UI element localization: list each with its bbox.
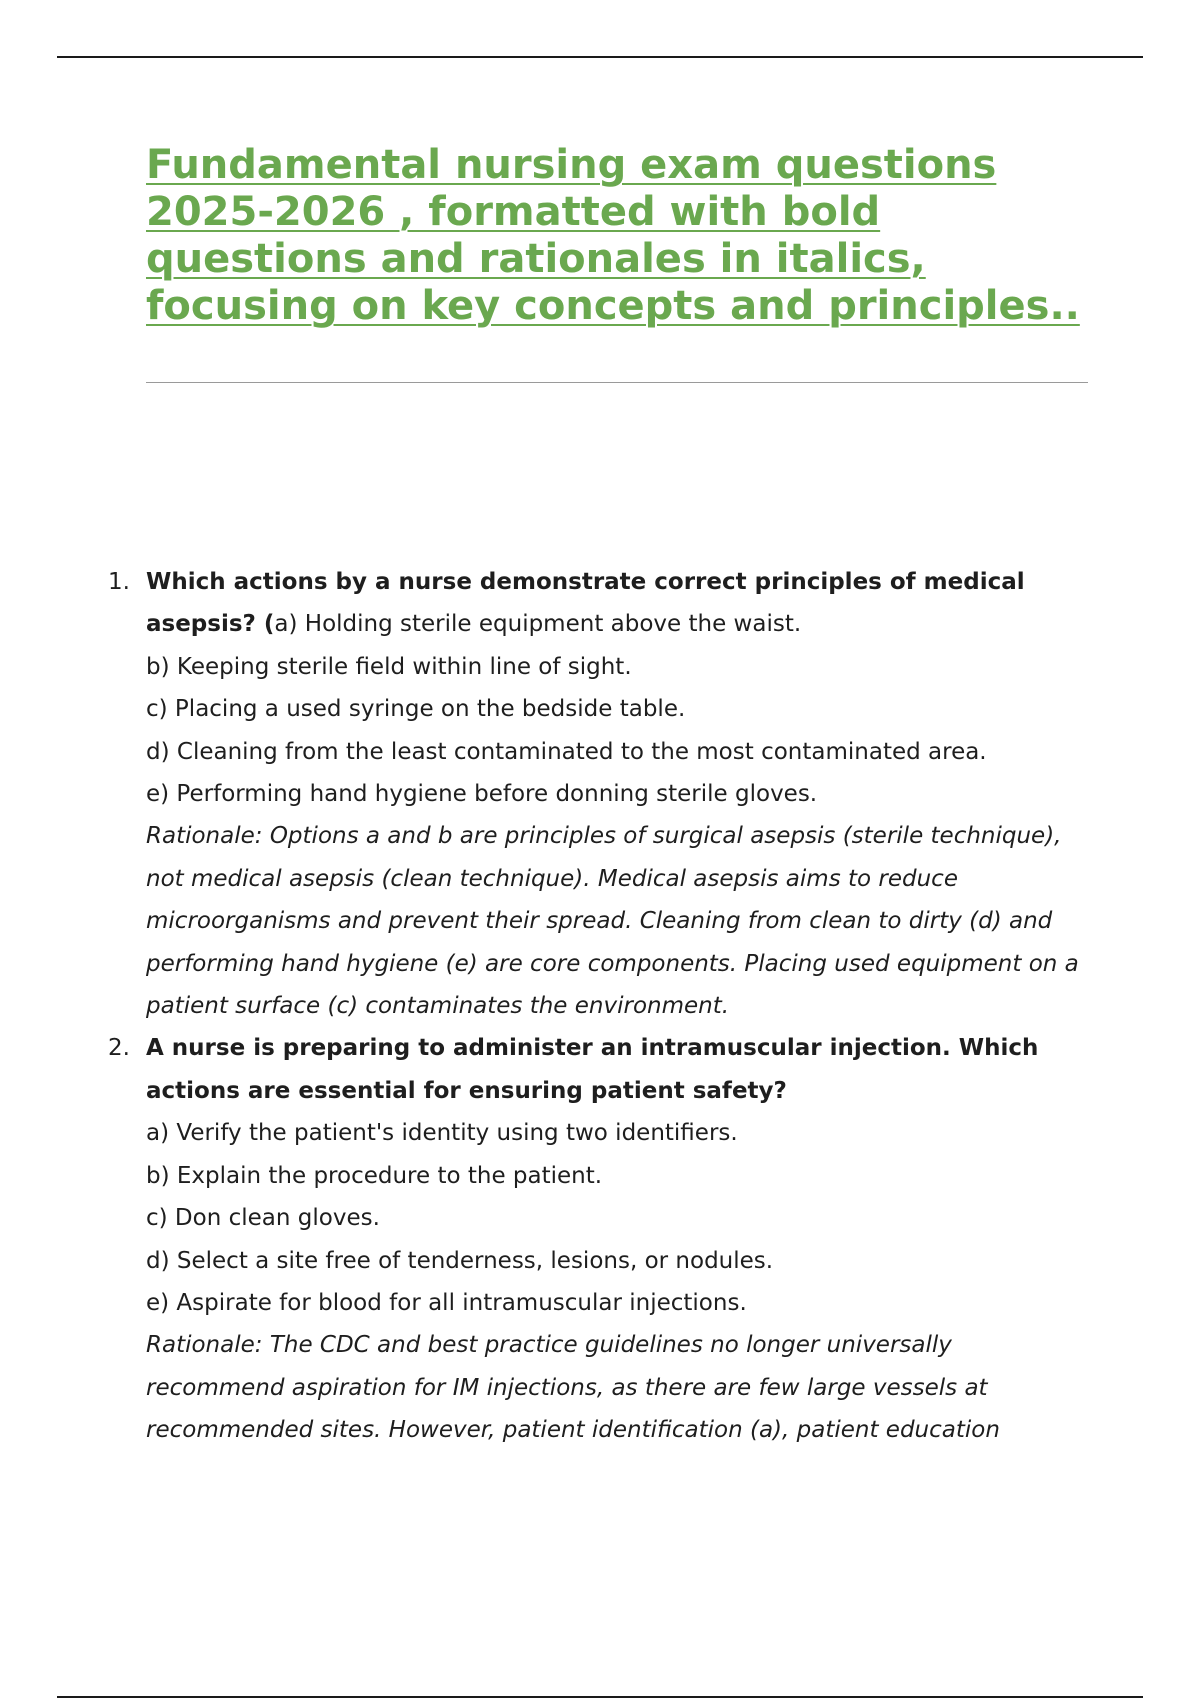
rationale-text: Rationale: Options a and b are principles of surgical asepsis (sterile technique), not medical asepsis (clean technique). Medical asepsis aims to reduce microorganisms and prevent their spread. Cleaning from clean to dirty (d) and performing hand hygiene (e) are core components. Placing used equipment on a patient surface (c) contaminates the environment. bbox=[146, 823, 1079, 1020]
question-list bbox=[108, 561, 1096, 1452]
question-number: 2. bbox=[108, 1035, 130, 1062]
answer-option: e) Performing hand hygiene before donning sterile gloves. bbox=[146, 781, 818, 808]
answer-option: d) Cleaning from the least contaminated to the most contaminated area. bbox=[146, 738, 987, 765]
answer-option: c) Placing a used syringe on the bedside table. bbox=[146, 696, 686, 723]
answer-option: e) Aspirate for blood for all intramuscular injections. bbox=[146, 1289, 747, 1316]
answer-option: a) Holding sterile equipment above the waist. bbox=[274, 611, 802, 638]
title-divider bbox=[146, 382, 1088, 383]
document-title: Fundamental nursing exam questions 2025-2026 , formatted with bold questions and rationales in italics, focusing on key concepts and principles.. bbox=[146, 142, 1080, 329]
footer-rule bbox=[57, 1696, 1143, 1698]
question-item bbox=[108, 1027, 1096, 1451]
answer-option: c) Don clean gloves. bbox=[146, 1205, 380, 1232]
question-item bbox=[108, 561, 1096, 1027]
header-rule bbox=[57, 56, 1143, 58]
rationale-text: Rationale: The CDC and best practice guidelines no longer universally recommend aspiration for IM injections, as there are few large vessels at recommended sites. However, patient identification (a), patient education bbox=[146, 1332, 1000, 1444]
question-text: Which actions by a nurse demonstrate correct principles of medical asepsis? ( bbox=[146, 569, 1025, 638]
answer-option: d) Select a site free of tenderness, lesions, or nodules. bbox=[146, 1247, 774, 1274]
answer-option: b) Keeping sterile field within line of sight. bbox=[146, 653, 632, 680]
question-stem bbox=[146, 561, 1096, 646]
answer-option: b) Explain the procedure to the patient. bbox=[146, 1162, 603, 1189]
question-number: 1. bbox=[108, 569, 130, 595]
question-stem: A nurse is preparing to administer an intramuscular injection. Which actions are essential for ensuring patient safety? bbox=[146, 1035, 1039, 1104]
answer-option: a) Verify the patient's identity using two identifiers. bbox=[146, 1120, 738, 1147]
